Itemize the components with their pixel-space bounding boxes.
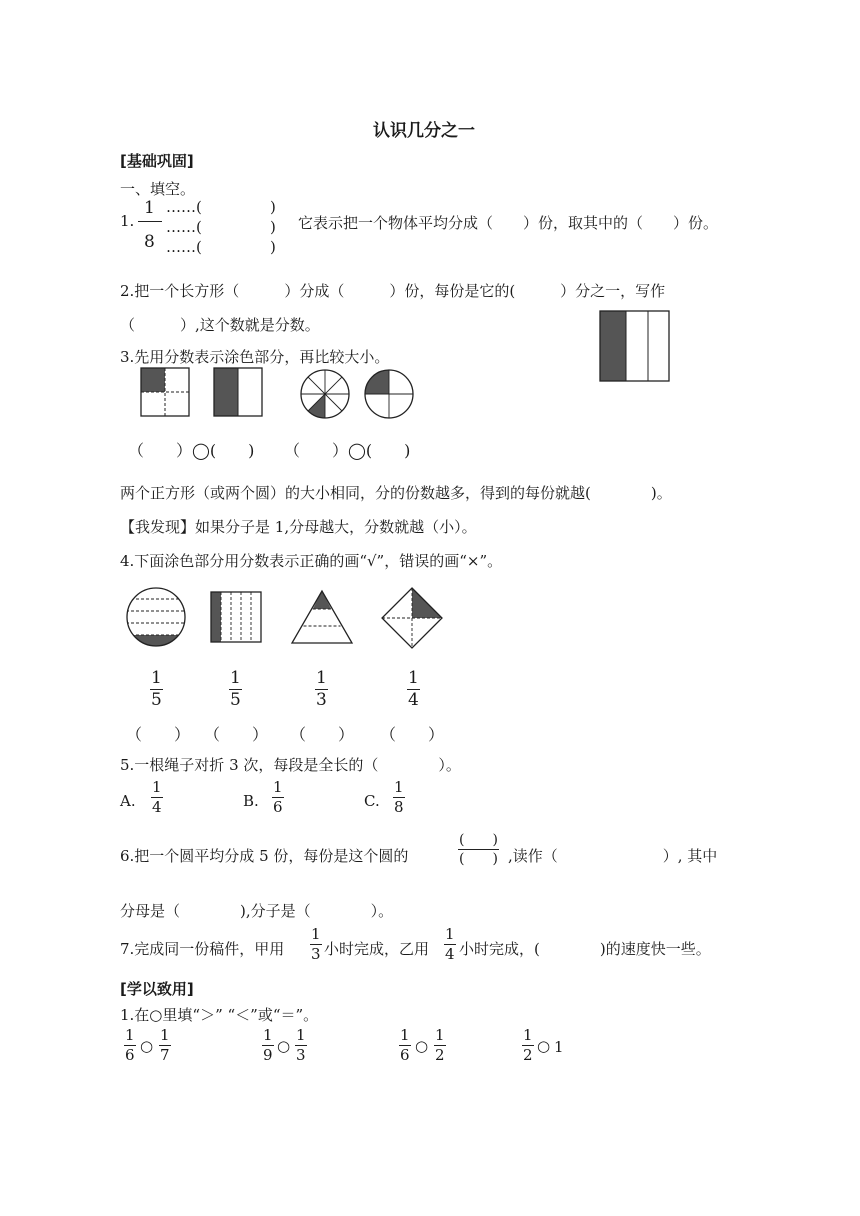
compare-4-left: 1 2 bbox=[523, 1026, 533, 1064]
fraction-label-1: 1 5 bbox=[151, 668, 162, 710]
circle-quarter-figure bbox=[363, 368, 415, 420]
question-6-text-a: 6.把一个圆平均分成 5 份，每份是这个圆的 bbox=[120, 847, 409, 865]
square-striped-figure bbox=[211, 592, 263, 644]
triangle-figure bbox=[290, 589, 354, 645]
part2-question-1-text: 1.在○里填“＞” “＜”或“＝”。 bbox=[120, 1006, 319, 1024]
bracket-close: ) bbox=[270, 198, 276, 216]
option-c-fraction: 1 8 bbox=[394, 778, 404, 816]
answer-blank-2[interactable]: （ ） bbox=[204, 725, 269, 744]
fraction-label-3: 1 3 bbox=[316, 668, 327, 710]
fraction-bar bbox=[138, 221, 162, 222]
section-heading-basics: [基础巩固] bbox=[120, 152, 194, 170]
question-6-line-2: 分母是（ ),分子是（ ）。 bbox=[120, 902, 394, 920]
circle-eighth-figure bbox=[299, 368, 351, 420]
compare-circle-1[interactable]: ○ bbox=[140, 1037, 154, 1055]
question-7-text-a: 7.完成同一份稿件，甲用 bbox=[120, 940, 285, 958]
question-7-text-c: 小时完成，( )的速度快一些。 bbox=[459, 940, 711, 958]
fraction-label-4: 1 4 bbox=[408, 668, 419, 710]
question-2-line-1: 2.把一个长方形（ ）分成（ ）份，每份是它的( ）分之一，写作 bbox=[120, 282, 666, 300]
page-title: 认识几分之一 bbox=[373, 121, 475, 141]
numerator: 1 bbox=[144, 198, 155, 218]
fraction-one-third: 1 3 bbox=[311, 925, 321, 963]
blank-fraction[interactable]: ( ) ( ) bbox=[459, 832, 498, 867]
annotation-row-3: ……( bbox=[166, 238, 202, 256]
fraction-one-quarter: 1 4 bbox=[445, 925, 455, 963]
answer-blank-1[interactable]: （ ） bbox=[126, 725, 191, 744]
option-a-label: A. bbox=[120, 792, 136, 810]
rectangle-halved-figure bbox=[600, 311, 670, 381]
fraction-label-2: 1 5 bbox=[230, 668, 241, 710]
compare-4-right: 1 bbox=[554, 1038, 564, 1056]
question-5-text: 5.一根绳子对折 3 次，每段是全长的（ ）。 bbox=[120, 756, 461, 774]
square-half-figure bbox=[214, 368, 264, 416]
compare-3-left: 1 6 bbox=[400, 1026, 410, 1064]
compare-1-right: 1 7 bbox=[160, 1026, 170, 1064]
compare-circle-2[interactable]: ○ bbox=[277, 1037, 291, 1055]
diamond-figure bbox=[380, 586, 444, 650]
conclusion-text: 两个正方形（或两个圆）的大小相同，分的份数越多，得到的每份就越( )。 bbox=[120, 484, 672, 502]
square-quarter-figure bbox=[141, 368, 191, 416]
question-4-text: 4.下面涂色部分用分数表示正确的画“√”，错误的画“×”。 bbox=[120, 552, 503, 570]
compare-2-left: 1 9 bbox=[263, 1026, 273, 1064]
denominator: 8 bbox=[144, 232, 155, 252]
option-b-fraction: 1 6 bbox=[273, 778, 283, 816]
compare-circle-4[interactable]: ○ bbox=[537, 1037, 551, 1055]
option-b-label: B. bbox=[243, 792, 259, 810]
discovery-text: 【我发现】如果分子是 1,分母越大，分数就越（小）。 bbox=[120, 518, 477, 536]
annotation-row-1: ……( bbox=[166, 198, 202, 216]
compare-2-right: 1 3 bbox=[296, 1026, 306, 1064]
option-a-fraction: 1 4 bbox=[152, 778, 162, 816]
bracket-close: ) bbox=[270, 218, 276, 236]
compare-blanks-circles: （ ）◯( ) bbox=[284, 441, 411, 460]
question-6-text-b: ,读作（ ）, 其中 bbox=[508, 847, 718, 865]
compare-3-right: 1 2 bbox=[435, 1026, 445, 1064]
question-number: 1. bbox=[120, 212, 135, 230]
annotation-row-2: ……( bbox=[166, 218, 202, 236]
compare-blanks-squares: （ ）◯( ) bbox=[128, 441, 255, 460]
bracket-close: ) bbox=[270, 238, 276, 256]
question-2-line-2: （ ）,这个数就是分数。 bbox=[120, 316, 320, 334]
part-heading-fill-blank: 一、填空。 bbox=[120, 180, 196, 198]
question-text: 它表示把一个物体平均分成（ ）份，取其中的（ ）份。 bbox=[298, 214, 719, 232]
section-heading-application: [学以致用] bbox=[120, 980, 194, 998]
question-3-text: 3.先用分数表示涂色部分，再比较大小。 bbox=[120, 348, 390, 366]
option-c-label: C. bbox=[364, 792, 380, 810]
answer-blank-4[interactable]: （ ） bbox=[380, 725, 445, 744]
answer-blank-3[interactable]: （ ） bbox=[290, 725, 355, 744]
question-7-text-b: 小时完成，乙用 bbox=[324, 940, 430, 958]
compare-1-left: 1 6 bbox=[125, 1026, 135, 1064]
circle-striped-figure bbox=[126, 587, 186, 647]
compare-circle-3[interactable]: ○ bbox=[415, 1037, 429, 1055]
